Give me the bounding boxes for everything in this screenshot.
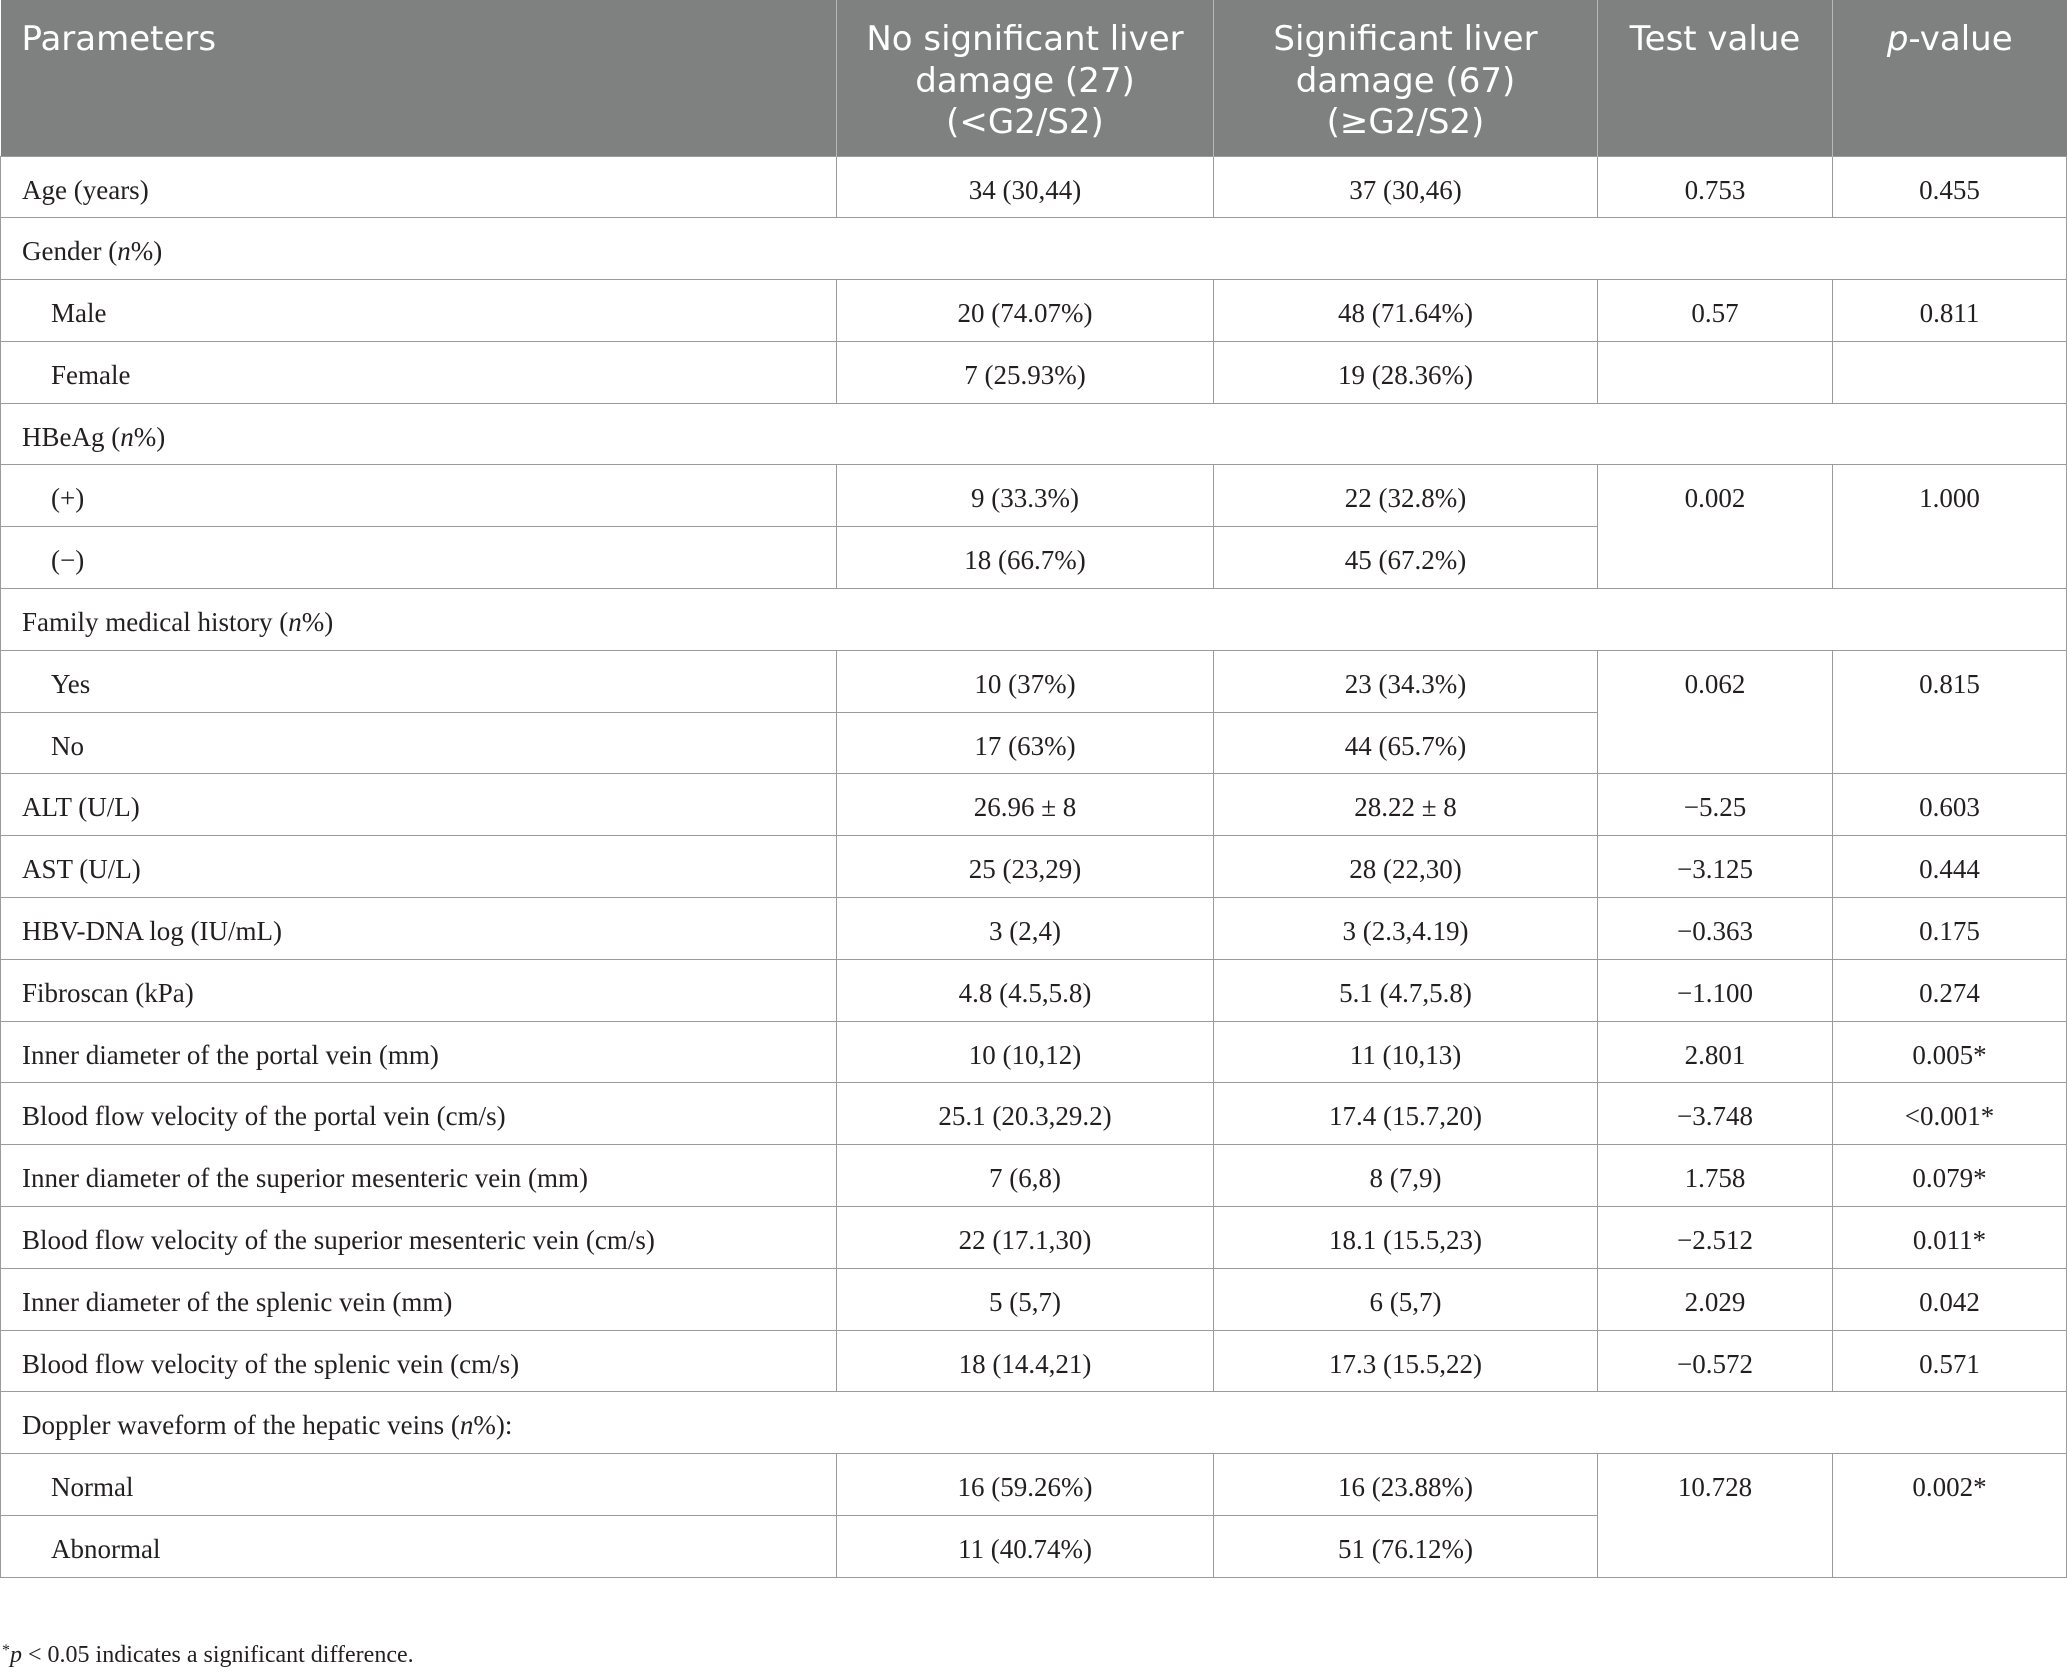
- section-label-text: %): [130, 236, 163, 267]
- table-row: [1, 1330, 2067, 1392]
- parameter-label: (+): [1, 465, 837, 527]
- table-row: [1, 1454, 2067, 1516]
- damage-value: 37 (30,46): [1214, 156, 1598, 218]
- header-line: (≥G2/S2): [1326, 102, 1485, 142]
- parameter-label: (−): [1, 527, 837, 589]
- p-value: 0.603: [1833, 774, 2067, 836]
- no-damage-value: 16 (59.26%): [837, 1454, 1214, 1516]
- damage-value: 11 (10,13): [1214, 1021, 1598, 1083]
- damage-value: 16 (23.88%): [1214, 1454, 1598, 1516]
- parameter-label: Blood flow velocity of the splenic vein (cm/s): [1, 1330, 837, 1392]
- table-row: [1, 156, 2067, 218]
- no-damage-value: 9 (33.3%): [837, 465, 1214, 527]
- parameter-label: Inner diameter of the superior mesenteric vein (mm): [1, 1145, 837, 1207]
- header-line: Parameters: [21, 19, 217, 59]
- section-label-italic: n: [288, 607, 302, 638]
- damage-value: 17.3 (15.5,22): [1214, 1330, 1598, 1392]
- test-value: 1.758: [1598, 1145, 1833, 1207]
- damage-value: 51 (76.12%): [1214, 1516, 1598, 1578]
- no-damage-value: 18 (14.4,21): [837, 1330, 1214, 1392]
- section-label-text: %): [133, 421, 166, 452]
- section-row: [1, 589, 2067, 651]
- table-row: [1, 1021, 2067, 1083]
- section-row: [1, 403, 2067, 465]
- parameter-label: HBV-DNA log (IU/mL): [1, 898, 837, 960]
- header-p-value: [1833, 0, 2067, 156]
- p-value: 0.002*: [1833, 1454, 2067, 1578]
- test-value: 0.57: [1598, 280, 1833, 342]
- section-label-italic: n: [459, 1410, 474, 1441]
- table-row: [1, 1268, 2067, 1330]
- footnote-text: < 0.05 indicates a significant difference.: [22, 1642, 414, 1668]
- test-value: −2.512: [1598, 1207, 1833, 1269]
- section-label-text: %): [301, 607, 334, 638]
- test-value: −0.363: [1598, 898, 1833, 960]
- table-row: [1, 898, 2067, 960]
- damage-value: 22 (32.8%): [1214, 465, 1598, 527]
- parameter-label: Yes: [1, 650, 837, 712]
- damage-value: 28.22 ± 8: [1214, 774, 1598, 836]
- damage-value: 3 (2.3,4.19): [1214, 898, 1598, 960]
- table-row: [1, 465, 2067, 527]
- parameter-label: Fibroscan (kPa): [1, 959, 837, 1021]
- section-label-text: Family medical history (: [22, 607, 289, 638]
- header-test-value: [1598, 0, 1833, 156]
- parameter-label: Male: [1, 280, 837, 342]
- no-damage-value: 17 (63%): [837, 712, 1214, 774]
- header-line: No significant liver: [866, 19, 1184, 59]
- test-value: −3.125: [1598, 836, 1833, 898]
- header-line: Significant liver: [1273, 19, 1538, 59]
- parameter-label: Blood flow velocity of the portal vein (cm/s): [1, 1083, 837, 1145]
- damage-value: 45 (67.2%): [1214, 527, 1598, 589]
- damage-value: 19 (28.36%): [1214, 341, 1598, 403]
- header-line: Test value: [1629, 19, 1801, 59]
- no-damage-value: 26.96 ± 8: [837, 774, 1214, 836]
- footnote-p-symbol: p: [10, 1642, 22, 1668]
- test-value: −1.100: [1598, 959, 1833, 1021]
- section-row: [1, 1392, 2067, 1454]
- table-row: [1, 1207, 2067, 1269]
- no-damage-value: 25.1 (20.3,29.2): [837, 1083, 1214, 1145]
- damage-value: 8 (7,9): [1214, 1145, 1598, 1207]
- table-header: [1, 0, 2067, 156]
- p-value: 1.000: [1833, 465, 2067, 589]
- no-damage-value: 4.8 (4.5,5.8): [837, 959, 1214, 1021]
- p-value: 0.815: [1833, 650, 2067, 774]
- parameter-label: Blood flow velocity of the superior mesenteric vein (cm/s): [1, 1207, 837, 1269]
- p-value: 0.079*: [1833, 1145, 2067, 1207]
- no-damage-value: 10 (37%): [837, 650, 1214, 712]
- p-value: 0.175: [1833, 898, 2067, 960]
- table-row: [1, 1145, 2067, 1207]
- header-line: damage (27): [915, 60, 1135, 101]
- section-label-italic: n: [117, 236, 131, 267]
- no-damage-value: 3 (2,4): [837, 898, 1214, 960]
- no-damage-value: 34 (30,44): [837, 156, 1214, 218]
- table-row: [1, 1083, 2067, 1145]
- header-line: damage (67): [1295, 60, 1516, 101]
- header-parameters: [1, 0, 837, 156]
- footnote-marker: *: [2, 1642, 10, 1659]
- test-value: −5.25: [1598, 774, 1833, 836]
- no-damage-value: 10 (10,12): [837, 1021, 1214, 1083]
- header-no-significant-liver-damage: [837, 0, 1214, 156]
- p-value: 0.274: [1833, 959, 2067, 1021]
- header-p-suffix: -value: [1908, 19, 2013, 59]
- damage-value: 44 (65.7%): [1214, 712, 1598, 774]
- parameter-label: Inner diameter of the splenic vein (mm): [1, 1268, 837, 1330]
- parameter-label: Normal: [1, 1454, 837, 1516]
- header-line: (<G2/S2): [946, 102, 1104, 142]
- section-label-italic: n: [120, 421, 134, 452]
- section-label-text: %):: [473, 1410, 513, 1441]
- no-damage-value: 7 (6,8): [837, 1145, 1214, 1207]
- section-label-text: Doppler waveform of the hepatic veins (: [22, 1410, 460, 1441]
- footnote: [2, 1640, 414, 1670]
- parameter-label: AST (U/L): [1, 836, 837, 898]
- no-damage-value: 25 (23,29): [837, 836, 1214, 898]
- damage-value: 23 (34.3%): [1214, 650, 1598, 712]
- table-row: [1, 650, 2067, 712]
- p-value: [1833, 341, 2067, 403]
- no-damage-value: 22 (17.1,30): [837, 1207, 1214, 1269]
- p-value: 0.005*: [1833, 1021, 2067, 1083]
- header-p-symbol: p: [1886, 19, 1909, 59]
- section-label-text: Gender (: [22, 236, 118, 267]
- damage-value: 6 (5,7): [1214, 1268, 1598, 1330]
- test-value: 10.728: [1598, 1454, 1833, 1578]
- table-row: [1, 280, 2067, 342]
- header-significant-liver-damage: [1214, 0, 1598, 156]
- damage-value: 18.1 (15.5,23): [1214, 1207, 1598, 1269]
- parameter-label: No: [1, 712, 837, 774]
- table-row: [1, 774, 2067, 836]
- damage-value: 48 (71.64%): [1214, 280, 1598, 342]
- test-value: [1598, 341, 1833, 403]
- no-damage-value: 20 (74.07%): [837, 280, 1214, 342]
- no-damage-value: 7 (25.93%): [837, 341, 1214, 403]
- section-label: [1, 589, 2067, 651]
- section-label: [1, 1392, 2067, 1454]
- damage-value: 28 (22,30): [1214, 836, 1598, 898]
- test-value: 2.801: [1598, 1021, 1833, 1083]
- parameter-label: Abnormal: [1, 1516, 837, 1578]
- parameter-label: Age (years): [1, 156, 837, 218]
- p-value: 0.811: [1833, 280, 2067, 342]
- section-row: [1, 218, 2067, 280]
- damage-value: 17.4 (15.7,20): [1214, 1083, 1598, 1145]
- p-value: 0.042: [1833, 1268, 2067, 1330]
- p-value: <0.001*: [1833, 1083, 2067, 1145]
- p-value: 0.444: [1833, 836, 2067, 898]
- section-label-text: HBeAg (: [22, 421, 121, 452]
- p-value: 0.571: [1833, 1330, 2067, 1392]
- table-body: [1, 156, 2067, 1577]
- test-value: 0.062: [1598, 650, 1833, 774]
- test-value: 0.753: [1598, 156, 1833, 218]
- test-value: −0.572: [1598, 1330, 1833, 1392]
- parameter-label: Inner diameter of the portal vein (mm): [1, 1021, 837, 1083]
- header-line: [1841, 19, 2059, 61]
- no-damage-value: 11 (40.74%): [837, 1516, 1214, 1578]
- no-damage-value: 5 (5,7): [837, 1268, 1214, 1330]
- parameter-label: Female: [1, 341, 837, 403]
- section-label: [1, 403, 2067, 465]
- parameter-label: ALT (U/L): [1, 774, 837, 836]
- header-row: [1, 0, 2067, 156]
- no-damage-value: 18 (66.7%): [837, 527, 1214, 589]
- test-value: 0.002: [1598, 465, 1833, 589]
- damage-value: 5.1 (4.7,5.8): [1214, 959, 1598, 1021]
- section-label: [1, 218, 2067, 280]
- table-row: [1, 836, 2067, 898]
- table-row: [1, 959, 2067, 1021]
- p-value: 0.455: [1833, 156, 2067, 218]
- p-value: 0.011*: [1833, 1207, 2067, 1269]
- test-value: 2.029: [1598, 1268, 1833, 1330]
- test-value: −3.748: [1598, 1083, 1833, 1145]
- table-row: [1, 341, 2067, 403]
